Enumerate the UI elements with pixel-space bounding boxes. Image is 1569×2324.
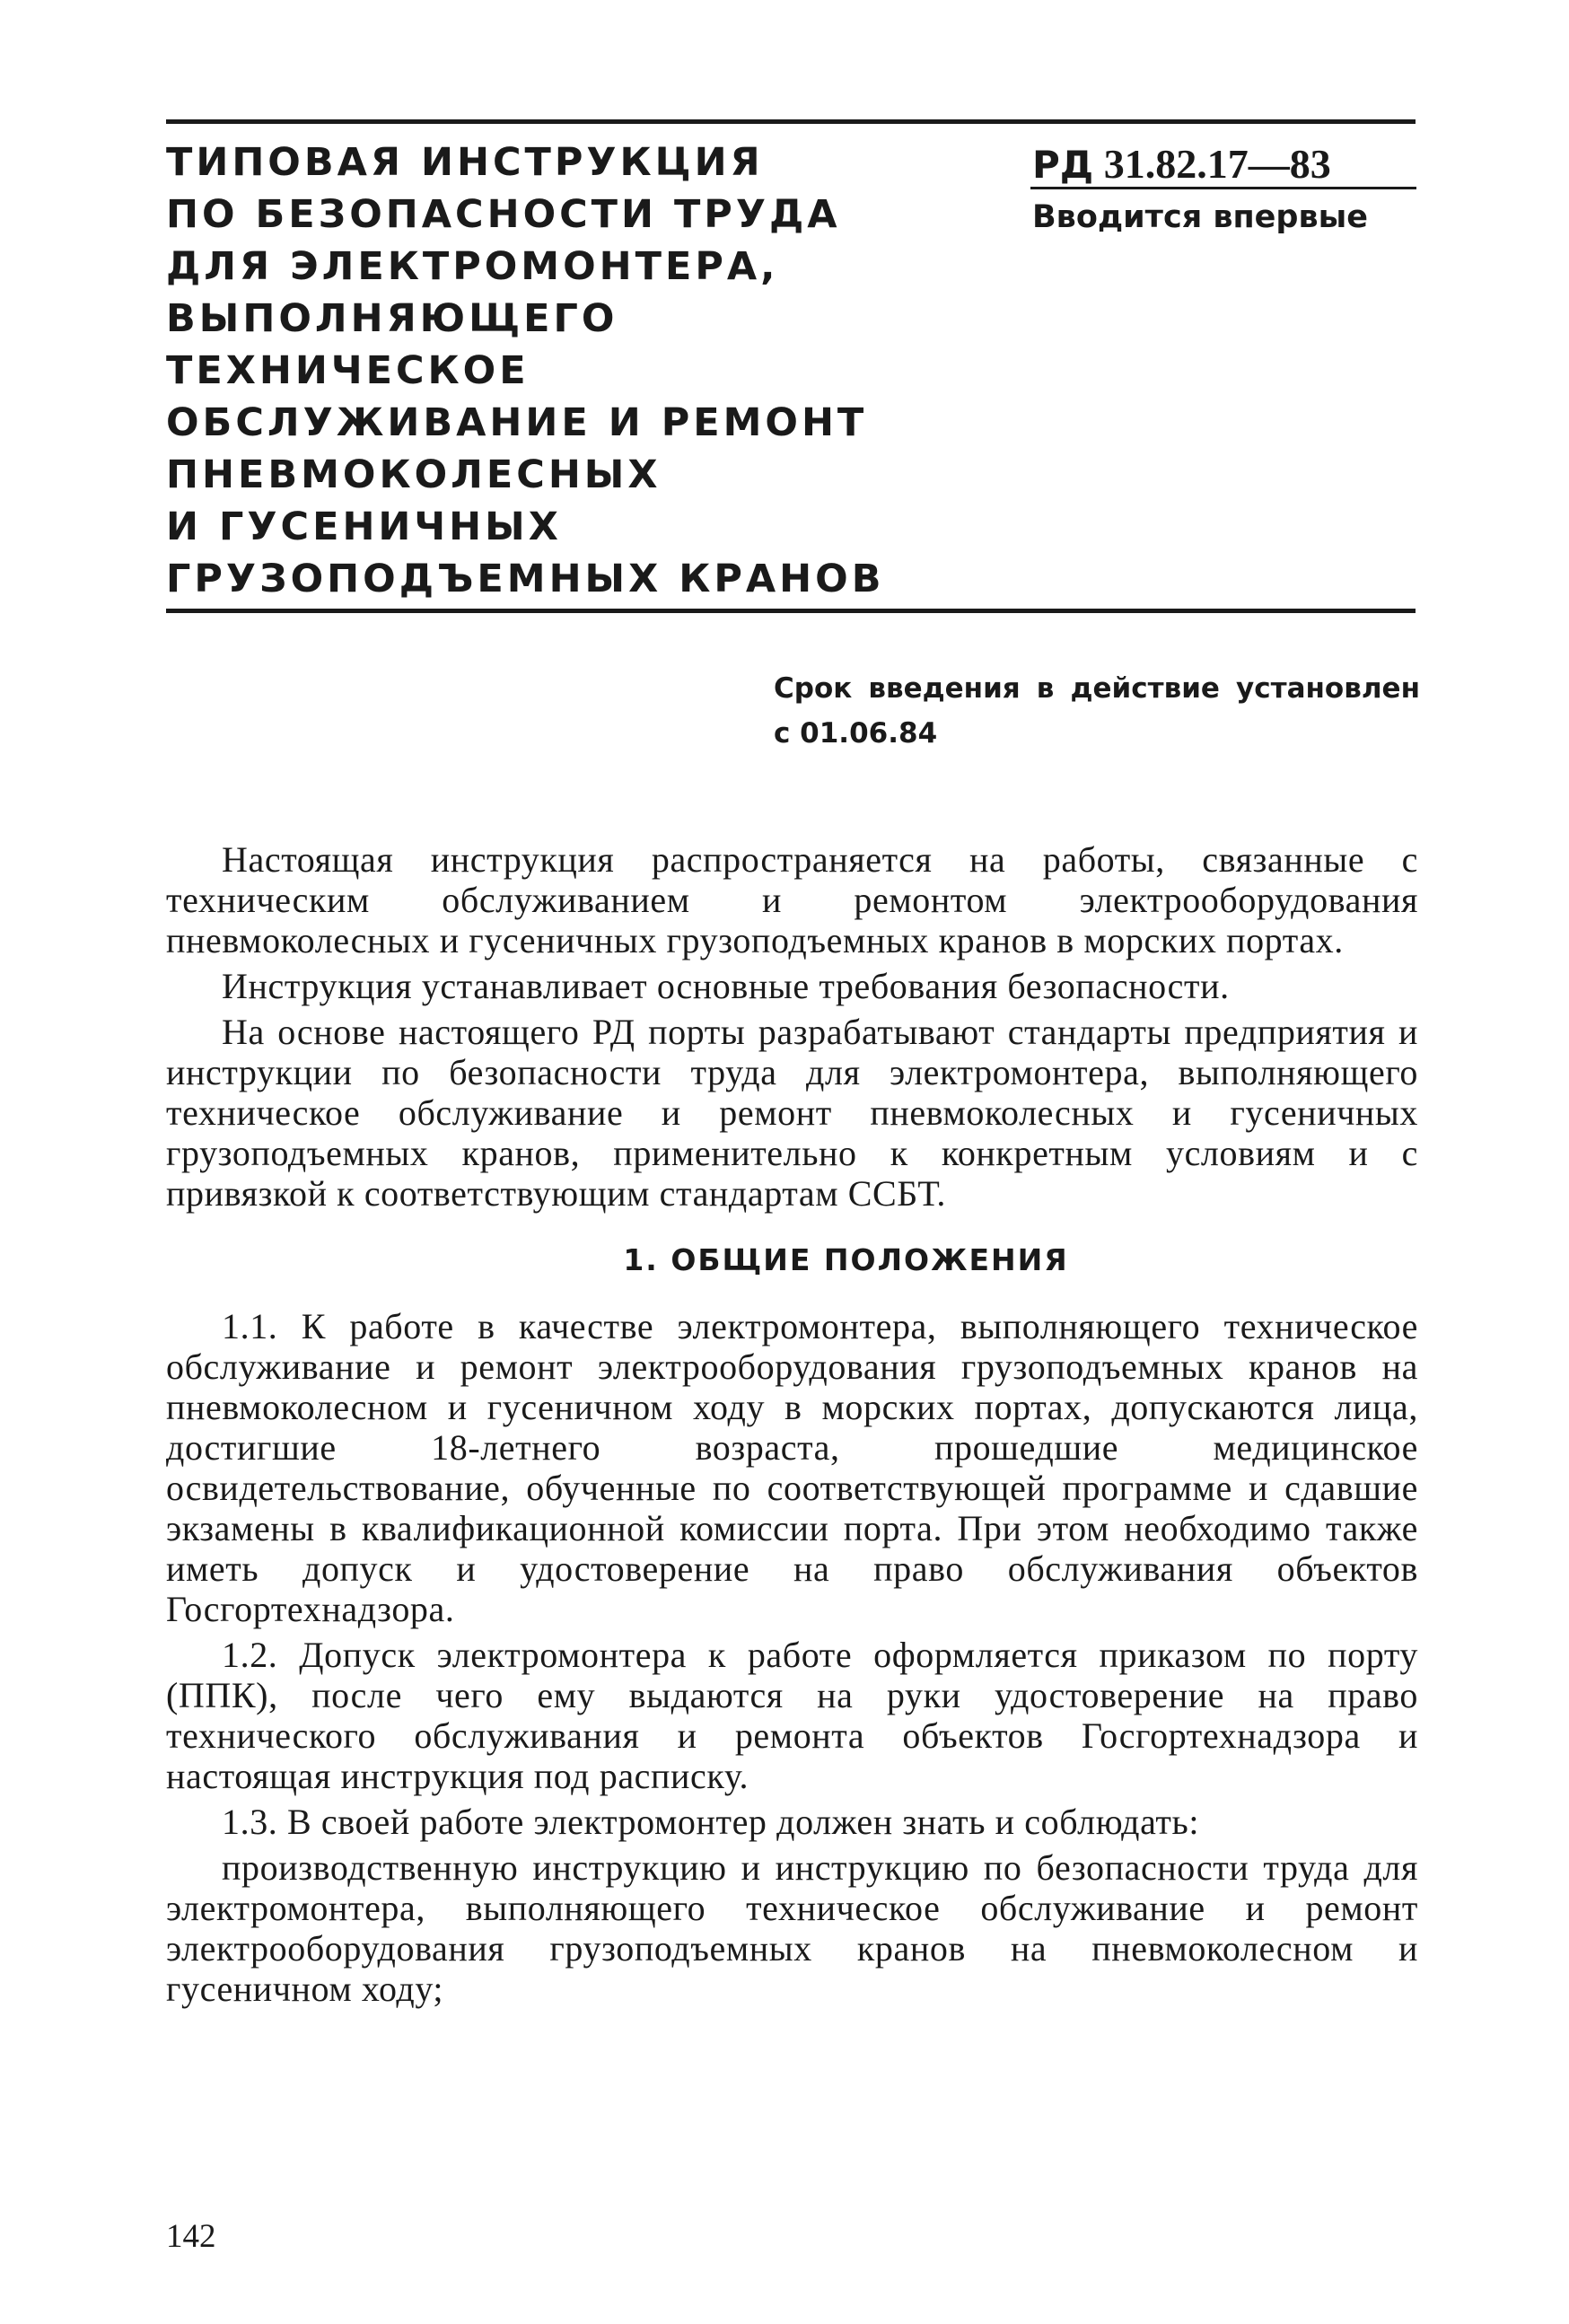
document-code-number: 31.82.17—83 bbox=[1103, 141, 1331, 187]
clause-paragraph: 1.2. Допуск электромонтера к работе оформляется приказом по порту (ППК), после чего ему выдаются на руки удостоверение на право технического обслуживания и ремонта объектов Госгортехнадзора и настоящая инструкция под расписку. bbox=[166, 1635, 1418, 1796]
effective-word: действие bbox=[1070, 672, 1220, 705]
title-line: ВЫПОЛНЯЮЩЕГО bbox=[166, 296, 618, 341]
title-line: ТЕХНИЧЕСКОЕ bbox=[166, 348, 530, 393]
document-code-underline bbox=[1030, 187, 1416, 189]
intro-paragraph: Настоящая инструкция распространяется на работы, связанные с техническим обслуживанием и ремонтом электрооборудования пневмоколесных и гусеничных грузоподъемных кранов в морских портах. bbox=[166, 839, 1418, 960]
effective-date-line-1 bbox=[774, 666, 1420, 711]
document-title bbox=[166, 136, 885, 605]
title-line: ГРУЗОПОДЪЕМНЫХ КРАНОВ bbox=[166, 557, 885, 601]
title-line: ПО БЕЗОПАСНОСТИ ТРУДА bbox=[166, 192, 841, 237]
clause-paragraph: 1.1. К работе в качестве электромонтера, выполняющего техническое обслуживание и ремонт электрооборудования грузоподъемных кранов на пневмоколесном и гусеничном ходу в морских портах, допускаются лица, достигшие 18-летнего возраста, прошедшие медицинское освидетельствование, обученные по соответствующей программе и сдавшие экзамены в квалификационной комиссии порта. При этом необходимо также иметь допуск и удостоверение на право обслуживания объектов Госгортехнадзора. bbox=[166, 1306, 1418, 1629]
effective-word: установлен bbox=[1236, 672, 1420, 705]
title-line: ТИПОВАЯ ИНСТРУКЦИЯ bbox=[166, 140, 764, 185]
body-text bbox=[166, 839, 1418, 2014]
top-rule bbox=[166, 119, 1416, 124]
title-line: ДЛЯ ЭЛЕКТРОМОНТЕРА, bbox=[166, 244, 779, 289]
effective-date-note bbox=[774, 666, 1420, 756]
title-line: ОБСЛУЖИВАНИЕ И РЕМОНТ bbox=[166, 400, 868, 445]
clause-paragraph: производственную инструкцию и инструкцию по безопасности труда для электромонтера, выполняющего техническое обслуживание и ремонт электрооборудования грузоподъемных кранов на пневмоколесном и гусеничном ходу; bbox=[166, 1847, 1418, 2009]
effective-word: введения bbox=[868, 672, 1021, 705]
title-line: ПНЕВМОКОЛЕСНЫХ bbox=[166, 452, 662, 497]
section-heading: 1. ОБЩИЕ ПОЛОЖЕНИЯ bbox=[623, 1242, 1069, 1277]
bottom-rule bbox=[166, 609, 1416, 613]
effective-word: Срок bbox=[774, 672, 853, 705]
intro-paragraph: На основе настоящего РД порты разрабатывают стандарты предприятия и инструкции по безопасности труда для электромонтера, выполняющего техническое обслуживание и ремонт пневмоколесных и гусеничных грузоподъемных кранов, применительно к конкретным условиям и с привязкой к соответствующим стандартам ССБТ. bbox=[166, 1012, 1418, 1214]
page-number: 142 bbox=[166, 2218, 216, 2255]
effective-date-line-2: с 01.06.84 bbox=[774, 717, 938, 750]
title-line: И ГУСЕНИЧНЫХ bbox=[166, 504, 562, 549]
effective-word: в bbox=[1036, 672, 1055, 705]
document-code bbox=[1032, 142, 1331, 188]
intro-paragraph: Инструкция устанавливает основные требования безопасности. bbox=[222, 966, 1230, 1006]
document-status: Вводится впервые bbox=[1032, 199, 1369, 235]
document-code-prefix: РД bbox=[1032, 143, 1094, 187]
clause-paragraph: 1.3. В своей работе электромонтер должен знать и соблюдать: bbox=[222, 1802, 1200, 1842]
